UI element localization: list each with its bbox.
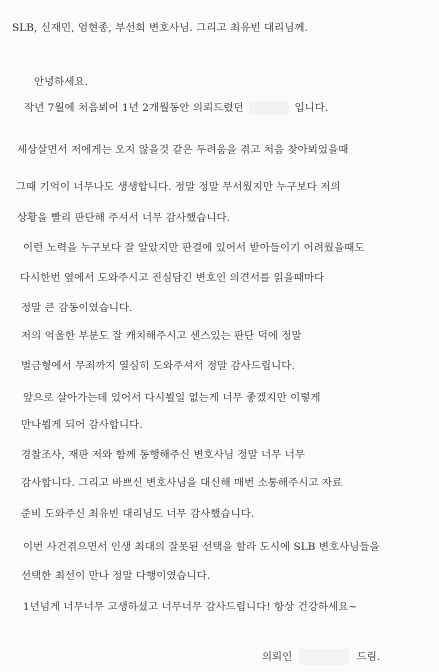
letter-line-intro-start: 작년 7월에 처음뵈어 1년 2개월동안 의뢰드렸던 [24,102,244,114]
signature-suffix: 드림. [356,651,381,663]
letter-line: 준비 도와주신 최유빈 대리님도 너무 감사했습니다. [21,508,255,520]
letter-line-addressee: SLB, 신재민, 엄현종, 부선희 변호사님. 그리고 최유빈 대리님께. [12,22,308,34]
letter-line: 만나뵙게 되어 감사합니다. [21,419,143,431]
letter-line: 저의 억울한 부분도 잘 캐치해주시고 센스있는 판단 덕에 정말 [21,330,302,342]
letter-line: 다시한번 옆에서 도와주시고 진심담긴 변호인 의견서를 읽을때마다 [20,272,325,284]
redacted-signature-name [299,649,349,665]
letter-line: 정말 큰 감동이였습니다. [21,302,133,314]
letter-line: 상황을 빨리 판단해 주셔서 너무 감사했습니다. [17,212,231,224]
letter-line: 감사합니다. 그리고 바쁘신 변호사님을 대신해 매번 소통해주시고 자료 [21,477,343,489]
redacted-client-name [249,101,289,115]
letter-line: 경찰조사, 재판 저와 함께 동행해주신 변호사님 정말 너무 너무 [21,449,306,461]
letter-line: 세상살면서 저에게는 오지 않을것 같은 두려움을 겪고 처음 찾아뵈었을때 [17,144,349,156]
signature [262,648,380,665]
letter-line: 그때 기억이 너무나도 생생합니다. 정말 정말 무서웠지만 누구보다 저의 [16,181,341,193]
letter-line-greeting: 안녕하세요. [34,76,89,88]
letter-line: 앞으로 살아가는데 있어서 다시뵐일 없는게 너무 좋겠지만 이렇게 [23,392,321,404]
letter-line: 1년넘게 너무너무 고생하셨고 너무너무 감사드립니다! 항상 건강하세요~ [23,601,358,613]
letter-line: 선택한 최선이 만나 정말 다행이였습니다. [21,570,211,582]
letter-line-intro-end: 입니다. [294,102,329,114]
letter-line: 벌금형에서 무죄까지 열심히 도와주셔서 정말 감사드립니다. [21,360,295,372]
letter-line-intro [24,99,328,115]
letter-line: 이런 노력을 누구보다 잘 알았지만 판결에 있어서 받아들이기 어려웠을때도 [23,242,365,254]
signature-prefix: 의뢰인 [262,651,293,663]
letter-line: 이번 사건겪으면서 인생 최대의 잘못된 선택을 할라 도시에 SLB 변호사님들을 [23,541,380,553]
